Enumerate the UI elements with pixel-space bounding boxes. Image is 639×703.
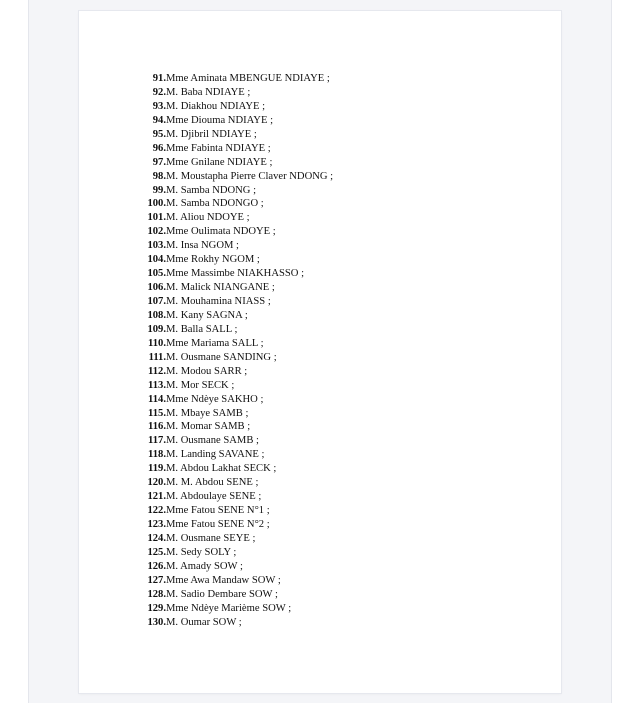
entry-number: 101. [147,212,166,224]
entry-number: 94. [152,114,166,126]
entry-number: 107. [147,296,166,307]
entry-number: 111. [148,351,166,363]
entry-name: M. Ousmane SANDING ; [166,351,277,363]
entry-number: 120. [147,477,166,489]
entry-number: 100. [147,198,166,210]
list-item [79,197,561,211]
list-item [79,267,561,281]
list-item [79,323,561,337]
entry-number: 93. [152,100,166,112]
entry-number: 114. [148,393,166,405]
entry-name: Mme Massimbe NIAKHASSO ; [166,268,305,280]
list-item [79,100,561,114]
entry-name: Mme Aminata MBENGUE NDIAYE ; [166,73,330,84]
entry-number: 104. [147,254,166,266]
list-item [79,253,561,267]
list-item [79,434,561,448]
list-item [79,211,561,225]
entry-name: M. M. Abdou SENE ; [166,477,259,489]
entry-name: M. Abdoulaye SENE ; [166,491,262,503]
entry-name: Mme Ndèye Marième SOW ; [166,602,292,614]
entry-number: 106. [147,282,166,294]
entry-name: M. Momar SAMB ; [166,421,251,433]
entry-name: Mme Dioumа NDIAYE ; [166,114,274,126]
list-item [79,393,561,407]
list-item [79,365,561,379]
entry-number: 121. [147,491,166,503]
list-item [79,72,561,86]
entry-name: M. Amady SOW ; [166,560,243,572]
entry-name: M. Ousmane SAMB ; [166,435,259,447]
entry-name: M. Kany SAGNA ; [166,309,248,321]
list-item [79,170,561,184]
entry-number: 108. [147,309,166,321]
entry-number: 97. [152,156,166,168]
entry-name: Mme Fabinta NDIAYE ; [166,142,271,154]
entry-number: 127. [147,574,166,586]
list-item [79,337,561,351]
entry-number: 109. [147,323,166,335]
entry-name: M. Mbaye SAMB ; [166,407,249,419]
list-item [79,142,561,156]
list-item [79,504,561,518]
entry-number: 92. [152,86,166,98]
entry-name: M. Insa NGOM ; [166,240,239,252]
entry-number: 118. [148,449,166,461]
entry-number: 103. [147,240,166,252]
entry-number: 98. [152,170,166,182]
entry-name: M. Diakhou NDIAYE ; [166,100,266,112]
entry-name: Mme Awa Mandaw SOW ; [166,574,281,586]
list-item [79,546,561,560]
list-item [79,128,561,142]
entry-number: 119. [148,463,166,475]
entry-name: M. Ousmane SEYE ; [166,532,256,544]
entry-number: 110. [148,337,166,349]
list-item [79,407,561,421]
entry-number: 115. [148,407,166,419]
list-item [79,225,561,239]
list-item [79,379,561,393]
entry-name: Mme Fatou SENE N°2 ; [166,519,270,530]
entry-name: M. Mouhamina NIASS ; [166,296,271,307]
list-item [79,532,561,546]
entry-number: 116. [148,421,166,433]
list-item [79,588,561,602]
list-item [79,462,561,476]
entry-name: M. Sadio Dembare SOW ; [166,588,278,600]
entry-name: Mme Ndèye SAKHO ; [166,393,264,405]
entry-number: 99. [152,184,166,196]
entry-name: M. Aliou NDOYE ; [166,212,250,224]
entry-name: M. Samba NDONG ; [166,184,257,196]
entry-number: 125. [147,546,166,558]
entry-name: M. Modou SARR ; [166,365,248,377]
entry-name: M. Balla SALL ; [166,323,238,335]
list-item [79,518,561,532]
entry-number: 129. [147,602,166,614]
list-item [79,295,561,309]
entry-name: M. Djibril NDIAYE ; [166,128,257,140]
entry-number: 102. [147,226,166,238]
entry-number: 122. [147,505,166,517]
entry-number: 95. [152,128,166,140]
entry-number: 124. [147,532,166,544]
entry-name: M. Malick NIANGANE ; [166,282,275,294]
list-item [79,560,561,574]
member-list [79,72,561,630]
entry-name: Mme Mariama SALL ; [166,337,264,349]
entry-name: M. Landing SAVANE ; [166,449,265,461]
entry-number: 123. [147,519,166,530]
list-item [79,156,561,170]
document-page [79,11,561,693]
list-item [79,281,561,295]
entry-name: M. Sedy SOLY ; [166,546,237,558]
entry-number: 91. [152,73,166,84]
entry-name: Mme Gnilane NDIAYE ; [166,156,273,168]
entry-number: 96. [152,142,166,154]
entry-name: M. Samba NDONGO ; [166,198,264,210]
entry-number: 117. [148,435,166,447]
list-item [79,239,561,253]
list-item [79,420,561,434]
list-item [79,602,561,616]
list-item [79,448,561,462]
document-viewer [28,0,612,703]
list-item [79,309,561,323]
list-item [79,86,561,100]
list-item [79,476,561,490]
list-item [79,114,561,128]
entry-name: M. Abdou Lakhat SECK ; [166,463,277,475]
entry-name: Mme Rokhy NGOM ; [166,254,260,266]
entry-number: 130. [147,616,166,628]
entry-name: Mme Fatou SENE N°1 ; [166,505,270,517]
entry-number: 105. [147,268,166,280]
entry-number: 112. [148,365,166,377]
list-item [79,490,561,504]
entry-number: 113. [148,379,166,391]
list-item [79,351,561,365]
entry-number: 126. [147,560,166,572]
entry-name: M. Mor SECK ; [166,379,235,391]
list-item [79,574,561,588]
entry-number: 128. [147,588,166,600]
entry-name: M. Baba NDIAYE ; [166,86,251,98]
list-item [79,184,561,198]
entry-name: M. Oumar SOW ; [166,616,242,628]
entry-name: M. Moustapha Pierre Claver NDONG ; [166,170,334,182]
entry-name: Mme Oulimata NDOYE ; [166,226,276,238]
list-item [79,616,561,630]
